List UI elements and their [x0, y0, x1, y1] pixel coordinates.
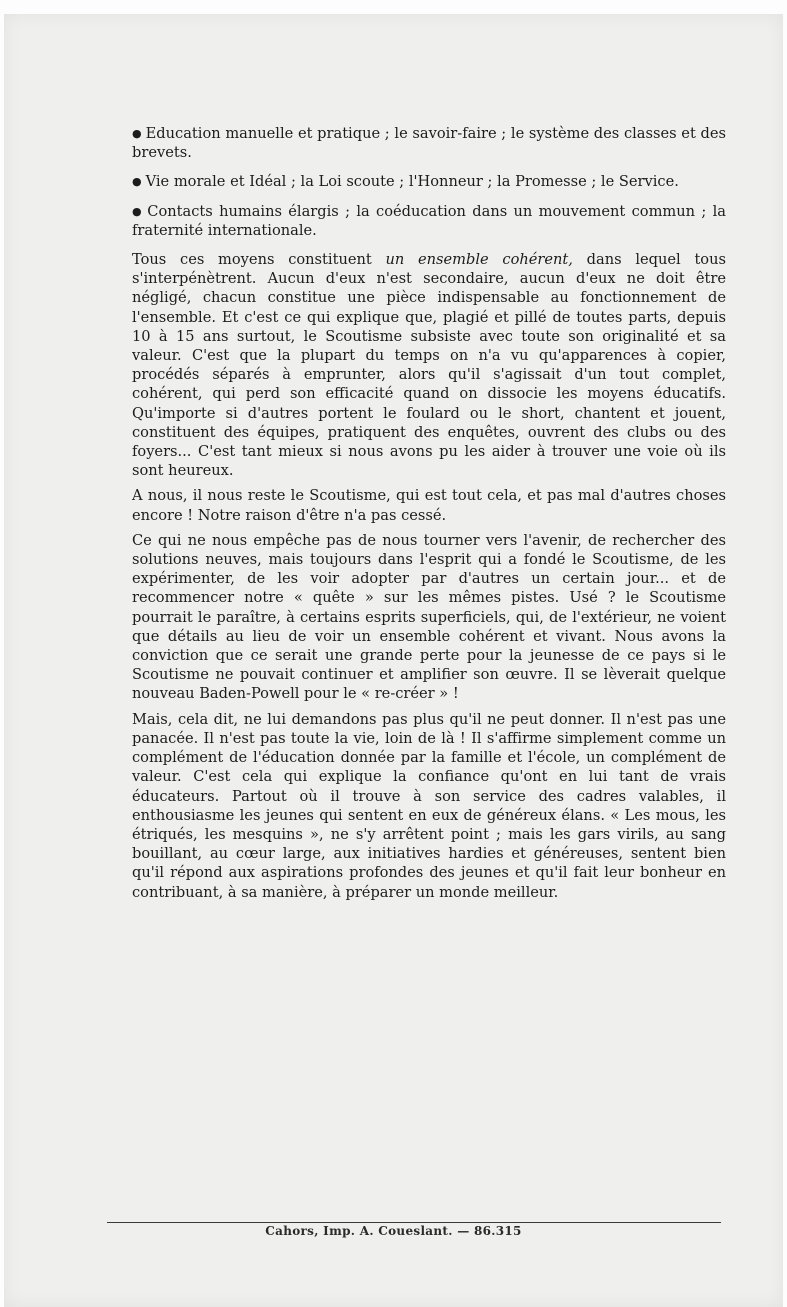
emphasis: un ensemble cohérent,: [385, 251, 573, 269]
footer-divider: [107, 1222, 721, 1223]
bullet-item: [132, 172, 726, 191]
bullet-icon: ●: [132, 175, 142, 189]
bullet-item: [132, 202, 726, 240]
paragraph: Ce qui ne nous empêche pas de nous tourner vers l'avenir, de rechercher des solutions neuves, mais toujours dans l'esprit qui a fondé le Scoutisme, de les expérimenter, de les voir adopter par d'autres un certain jour... et de recommencer notre « quête » sur les mêmes pistes. Usé ? le Scoutisme pourrait le paraître, à certains esprits superficiels, qui, de l'extérieur, ne voient que détails au lieu de voir un ensemble cohérent et vivant. Nous avons la conviction que ce serait une grande perte pour la jeunesse de ce pays si le Scoutisme ne pouvait continuer et amplifier son œuvre. Il se lèverait quelque nouveau Baden-Powell pour le « re-créer » !: [132, 531, 726, 703]
bullet-text: Contacts humains élargis ; la coéducation dans un mouvement commun ; la fraternité internationale.: [132, 202, 726, 239]
paragraph: A nous, il nous reste le Scoutisme, qui est tout cela, et pas mal d'autres choses encore ! Notre raison d'être n'a pas cessé.: [132, 487, 726, 524]
bullet-text: Education manuelle et pratique ; le savoir-faire ; le système des classes et des brevets.: [132, 125, 726, 162]
bullet-item: [132, 124, 726, 162]
bullet-text: Vie morale et Idéal ; la Loi scoute ; l'Honneur ; la Promesse ; le Service.: [145, 173, 679, 191]
page: [4, 14, 783, 1307]
paragraph: Tous ces moyens constituent un ensemble cohérent, dans lequel tous s'interpénètrent. Aucun d'eux n'est secondaire, aucun d'eux ne doit être négligé, chacun constitue une pièce indispensable au fonctionnement de l'ensemble. Et c'est ce qui explique que, plagié et pillé de toutes parts, depuis 10 à 15 ans surtout, le Scoutisme subsiste avec toute son originalité et sa valeur. C'est que la plupart du temps on n'a vu qu'apparences à copier, procédés séparés à emprunter, alors qu'il s'agissait d'un tout complet, cohérent, qui perd son efficacité quand on dissocie les moyens éducatifs. Qu'importe si d'autres portent le foulard ou le short, chantent et jouent, constituent des équipes, pratiquent des enquêtes, ouvrent des clubs ou des foyers... C'est tant mieux si nous avons pu les aider à trouver une voie où ils sont heureux.: [132, 251, 726, 480]
bullet-icon: ●: [132, 127, 142, 140]
paragraph: Mais, cela dit, ne lui demandons pas plus qu'il ne peut donner. Il n'est pas une panacée. Il n'est pas toute la vie, loin de là ! Il s'affirme simplement comme un complément de l'éducation donnée par la famille et l'école, un complément de valeur. C'est cela qui explique la confiance qu'ont en lui tant de vrais éducateurs. Partout où il trouve à son service des cadres valables, il enthousiasme les jeunes qui sentent en eux de généreux élans. « Les mous, les étriqués, les mesquins », ne s'y arrêtent point ; mais les gars virils, au sang bouillant, au cœur large, aux initiatives hardies et généreuses, sentent bien qu'il répond aux aspirations profondes des jeunes et qu'il fait leur bonheur en contribuant, à sa manière, à préparer un monde meilleur.: [132, 710, 726, 901]
body-text: [132, 124, 726, 908]
printer-imprint: Cahors, Imp. A. Coueslant. — 86.315: [265, 1224, 522, 1238]
bullet-icon: ●: [132, 204, 144, 218]
